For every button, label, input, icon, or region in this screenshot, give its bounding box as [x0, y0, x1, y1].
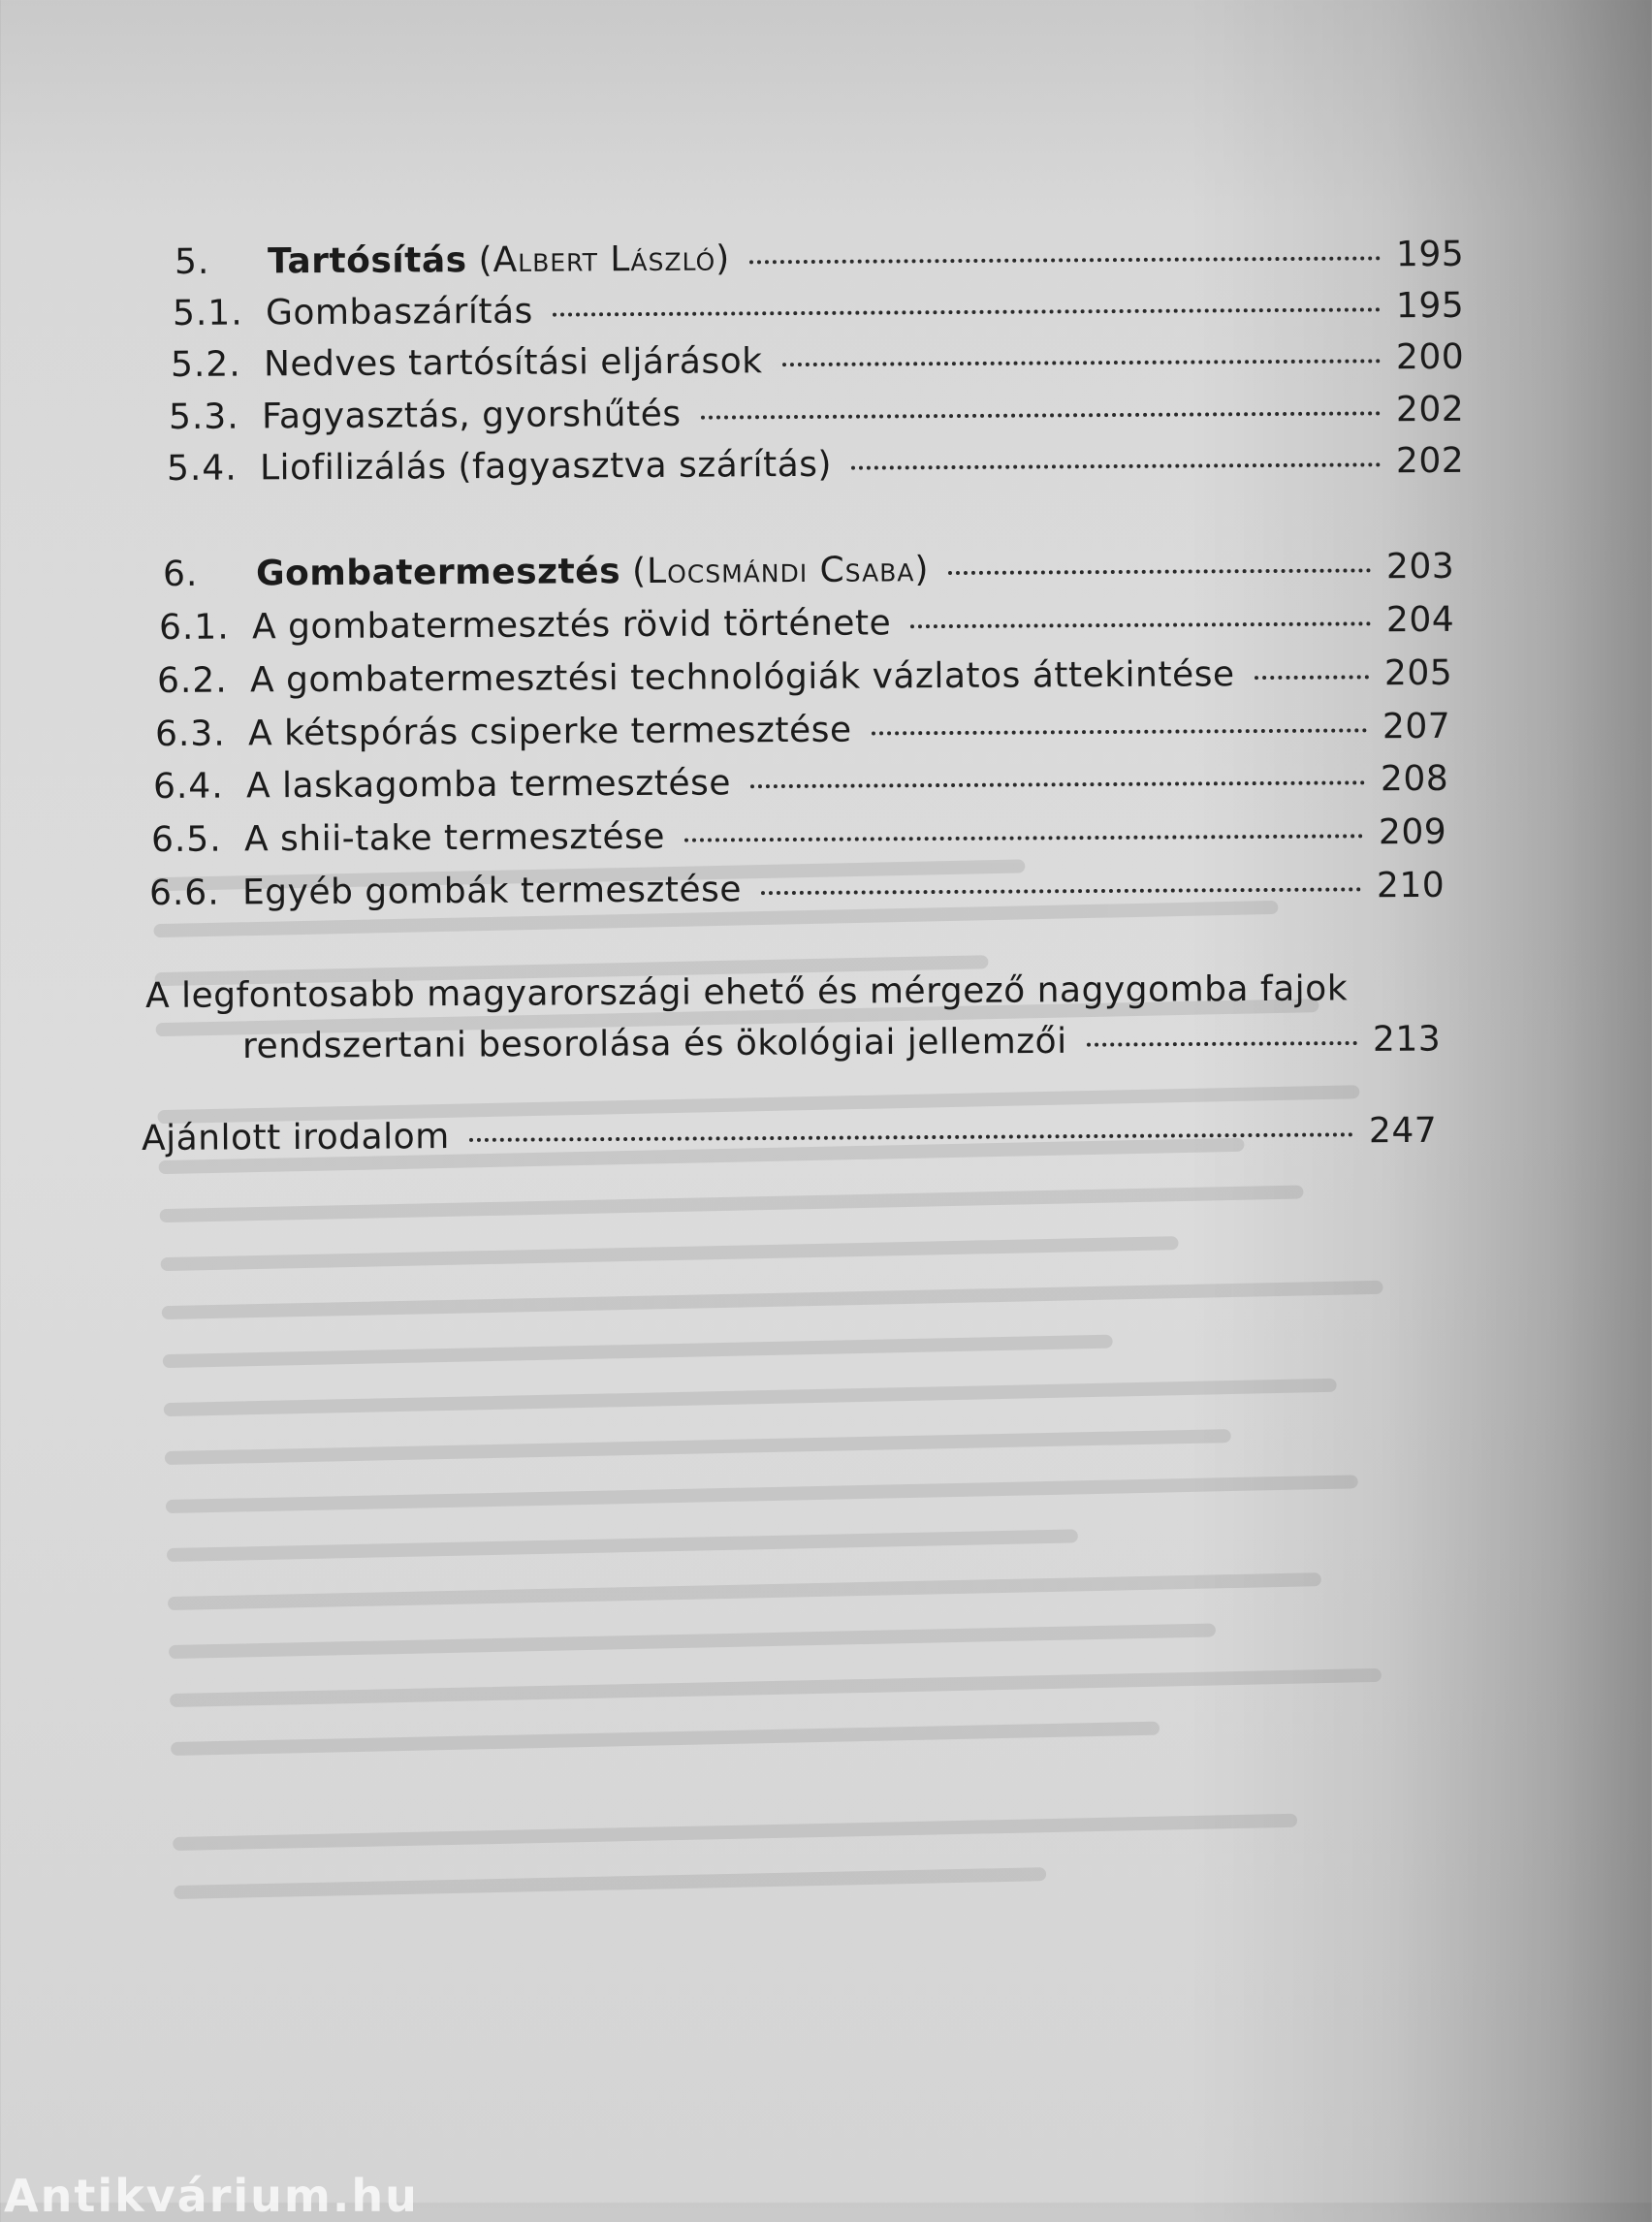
toc-entry	[153, 758, 1448, 809]
toc-entry-title: A gombatermesztés rövid története	[251, 603, 892, 648]
toc-entry-number: 6.2.	[156, 660, 228, 701]
toc-entry	[157, 652, 1452, 703]
toc-section-number: 5.	[174, 241, 210, 282]
toc-entry-number: 6.3.	[154, 714, 226, 754]
leader-dots	[750, 780, 1365, 788]
leader-dots	[701, 411, 1381, 419]
toc-entry	[159, 599, 1454, 650]
toc-appendix-title: A legfontosabb magyarországi ehető és mérgező nagygomba fajok	[144, 968, 1349, 1016]
toc-entry-title: A gombatermesztési technológiák vázlatos áttekintése	[249, 654, 1235, 701]
toc-page-number: 205	[1383, 652, 1453, 694]
leader-dots	[1255, 675, 1369, 680]
leader-dots	[948, 568, 1371, 575]
leader-dots	[910, 621, 1371, 628]
leader-dots	[749, 256, 1381, 264]
toc-entry-number: 6.6.	[148, 873, 220, 913]
toc-entry-title: Fagyasztás, gyorshűtés	[261, 394, 682, 437]
toc-references	[142, 1110, 1437, 1160]
leader-dots	[1087, 1041, 1357, 1047]
toc-page-number: 200	[1395, 336, 1465, 378]
toc-entry-number: 6.4.	[152, 766, 224, 807]
toc-page-number: 207	[1382, 706, 1451, 747]
leader-dots	[684, 834, 1363, 841]
toc-entry-title: Egyéb gombák termesztése	[241, 870, 743, 913]
leader-dots	[553, 307, 1381, 316]
toc-page-number: 247	[1368, 1110, 1438, 1152]
toc-entry	[173, 285, 1464, 335]
toc-entry-title: Nedves tartósítási eljárások	[263, 341, 763, 385]
leader-dots	[761, 887, 1361, 895]
toc-appendix-line2	[242, 1018, 1441, 1068]
toc-section-title: Gombatermesztés (Locsmándi Csaba)	[255, 550, 930, 594]
toc-entry-number: 5.4.	[166, 448, 238, 489]
watermark: Antikvárium.hu	[4, 2170, 419, 2222]
toc-entry-number: 5.3.	[168, 397, 239, 437]
toc-page-number: 208	[1380, 758, 1449, 800]
toc-section-author: (Albert László)	[478, 238, 731, 281]
toc-entry-title: A shii-take termesztése	[243, 816, 666, 860]
toc-references-title: Ajánlott irodalom	[141, 1117, 450, 1159]
toc-page-number: 202	[1395, 440, 1465, 482]
leader-dots	[782, 359, 1381, 366]
toc-entry	[151, 811, 1446, 862]
toc-page-number: 204	[1385, 599, 1455, 641]
toc-section-heading	[175, 234, 1464, 284]
toc-section-title: Tartósítás (Albert László)	[267, 238, 731, 282]
toc-page-number: 210	[1376, 865, 1446, 906]
leader-dots	[872, 728, 1367, 735]
toc-appendix-title-cont: rendszertani besorolása és ökológiai jellemzői	[241, 1021, 1067, 1066]
toc-entry	[169, 389, 1464, 439]
toc-entry-title: Liofilizálás (fagyasztva szárítás)	[259, 444, 833, 489]
toc-entry	[167, 440, 1464, 491]
toc-page-number: 202	[1395, 389, 1465, 430]
toc-entry-title: Gombaszárítás	[265, 291, 533, 333]
toc-page-number: 203	[1385, 546, 1455, 587]
toc-entry-number: 6.5.	[150, 819, 222, 860]
toc-entry	[149, 865, 1445, 915]
toc-section-author: (Locsmándi Csaba)	[631, 550, 930, 592]
toc-entry	[155, 706, 1450, 756]
toc-entry	[171, 336, 1464, 387]
toc-entry-title: A laskagomba termesztése	[245, 763, 732, 807]
toc-entry-number: 6.1.	[158, 607, 230, 648]
toc-section-heading	[163, 546, 1454, 596]
toc-page-number: 195	[1395, 234, 1465, 275]
toc-page-number: 209	[1378, 811, 1447, 853]
leader-dots	[469, 1132, 1353, 1142]
leader-dots	[851, 462, 1381, 469]
toc-section-number: 6.	[162, 554, 199, 594]
toc-entry-number: 5.1.	[172, 293, 243, 333]
toc-entry-title: A kétspórás csiperke termesztése	[247, 710, 852, 754]
toc-page-number: 213	[1372, 1019, 1442, 1060]
toc-page-number: 195	[1395, 285, 1465, 327]
toc-appendix-line1	[145, 968, 1445, 1018]
toc-entry-number: 5.2.	[170, 344, 241, 385]
